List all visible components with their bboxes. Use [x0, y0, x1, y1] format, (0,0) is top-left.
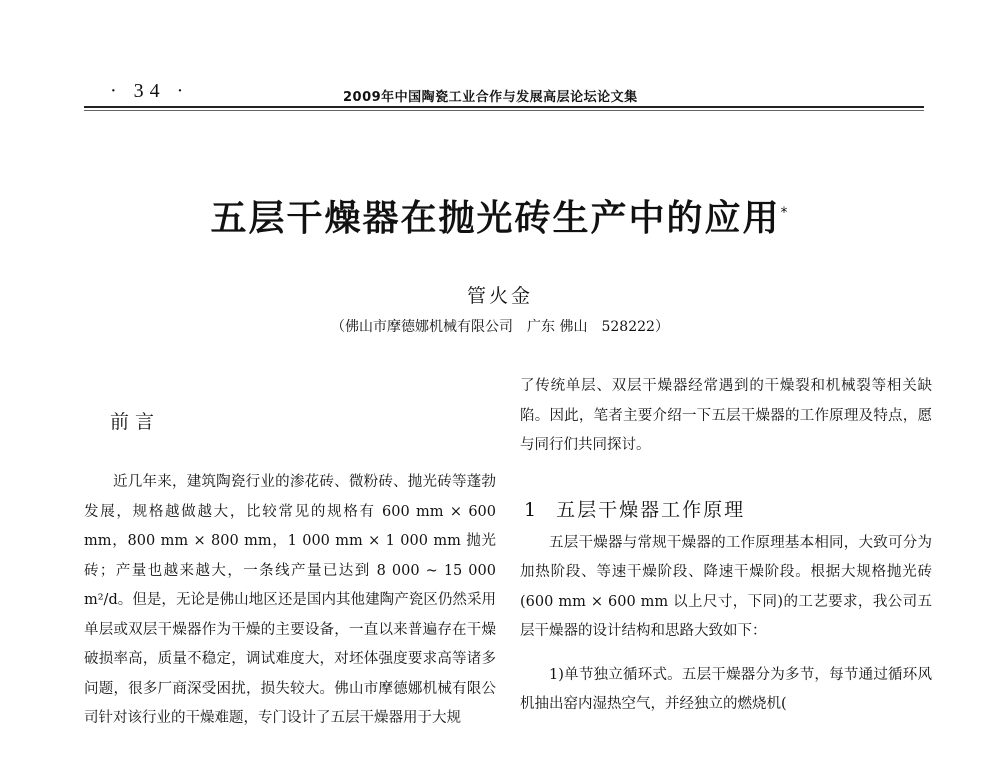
- author-name: 管火金: [466, 285, 533, 307]
- principle-item-1: 1)单节独立循环式。五层干燥器分为多节，每节通过循环风机抽出窑内湿热空气，并经独立的燃烧机(: [520, 666, 932, 712]
- section-title: 五层干燥器工作原理: [556, 499, 746, 521]
- section-number: 1: [524, 499, 539, 521]
- author-affiliation: （佛山市摩德娜机械有限公司 广东 佛山 528222）: [331, 319, 669, 335]
- section-heading-1: [524, 495, 745, 522]
- header-rule: [84, 106, 924, 108]
- running-header-title: 2009年中国陶瓷工业合作与发展高层论坛论文集: [343, 90, 638, 105]
- section-heading-preface: 前言: [110, 411, 161, 433]
- principle-paragraph: 五层干燥器与常规干燥器的工作原理基本相同，大致可分为加热阶段、等速干燥阶段、降速干燥阶段。根据大规格抛光砖(600 mm × 600 mm 以上尺寸，下同)的工艺要求，我公司五层干燥器的设计结构和思路大致如下：: [520, 534, 932, 639]
- paper-title: [0, 190, 1000, 241]
- header-rule-thin: [84, 110, 924, 111]
- page-number: · 34 ·: [110, 80, 190, 102]
- continued-paragraph: 了传统单层、双层干燥器经常遇到的干燥裂和机械裂等相关缺陷。因此，笔者主要介绍一下五层干燥器的工作原理及特点，愿与同行们共同探讨。: [520, 378, 932, 453]
- title-footnote-mark: *: [780, 205, 790, 221]
- right-column: [520, 372, 932, 720]
- preface-paragraph: 近几年来，建筑陶瓷行业的渗花砖、微粉砖、抛光砖等蓬勃发展，规格越做越大，比较常见的规格有 600 mm × 600 mm，800 mm × 800 mm，1 000 mm × 1 000 mm 抛光砖；产量也越来越大，一条线产量已达到 8 000 ~ 15 000 m²/d。但是，无论是佛山地区还是国内其他建陶产瓷区仍然采用单层或双层干燥器作为干燥的主要设备，一直以来普遍存在干燥破损率高，质量不稳定，调试难度大，对坯体强度要求高等诸多问题，很多厂商深受困扰，损失较大。佛山市摩德娜机械有限公司针对该行业的干燥难题，专门设计了五层干燥器用于大规: [84, 474, 496, 726]
- left-column: [84, 468, 496, 734]
- paper-title-text: 五层干燥器在抛光砖生产中的应用: [210, 198, 781, 239]
